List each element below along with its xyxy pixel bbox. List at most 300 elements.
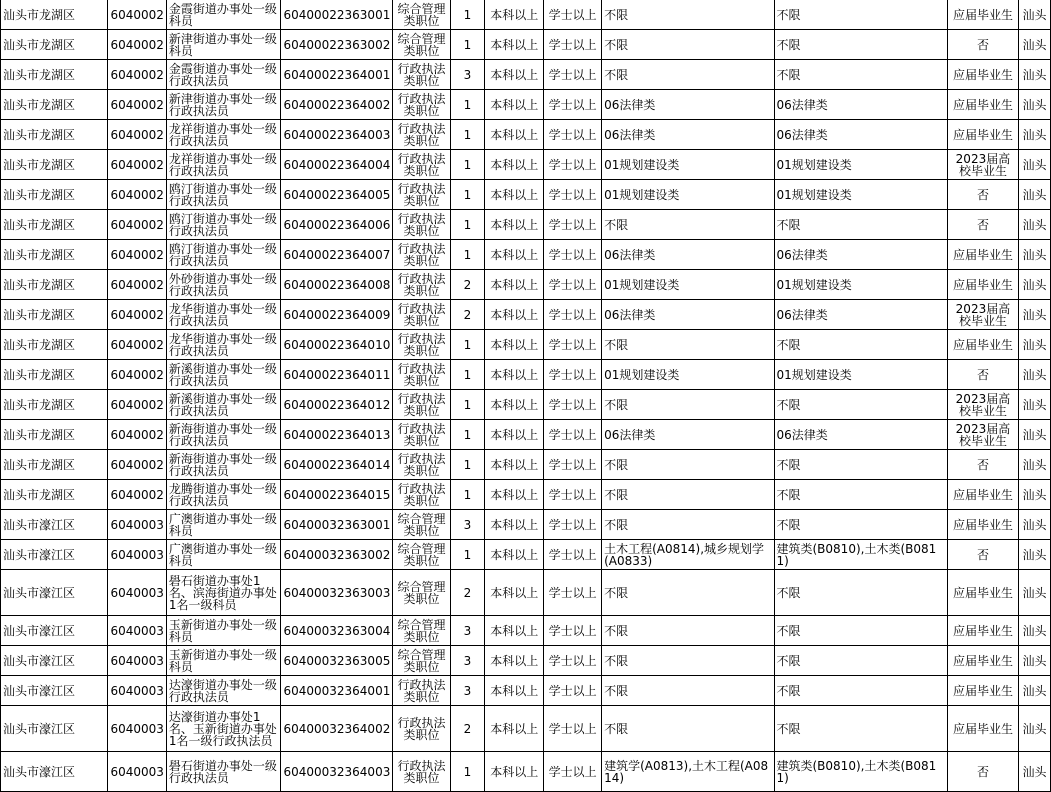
position-type-cell: 行政执法类职位 bbox=[393, 360, 450, 390]
table-row bbox=[1, 0, 1051, 30]
location-cell: 汕头 bbox=[1018, 90, 1050, 120]
undergrad-major-cell: 不限 bbox=[774, 616, 947, 646]
position-name-cell: 外砂街道办事处一级行政执法员 bbox=[166, 270, 281, 300]
undergrad-major-cell: 不限 bbox=[774, 570, 947, 616]
location-cell: 汕头 bbox=[1018, 30, 1050, 60]
postgrad-major-cell: 01规划建设类 bbox=[602, 360, 774, 390]
table-row bbox=[1, 330, 1051, 360]
position-code-cell: 60400032364003 bbox=[281, 752, 393, 792]
unit-code-cell: 6040002 bbox=[108, 300, 166, 330]
location-cell: 汕头 bbox=[1018, 120, 1050, 150]
area-cell: 汕头市龙湖区 bbox=[1, 420, 108, 450]
headcount-cell: 3 bbox=[450, 510, 485, 540]
undergrad-major-cell: 不限 bbox=[774, 676, 947, 706]
position-code-cell: 60400022364003 bbox=[281, 120, 393, 150]
area-cell: 汕头市龙湖区 bbox=[1, 360, 108, 390]
postgrad-major-cell: 土木工程(A0814),城乡规划学(A0833) bbox=[602, 540, 774, 570]
table-row bbox=[1, 676, 1051, 706]
table-row bbox=[1, 510, 1051, 540]
postgrad-major-cell: 01规划建设类 bbox=[602, 180, 774, 210]
position-type-cell: 行政执法类职位 bbox=[393, 240, 450, 270]
degree-cell: 学士以上 bbox=[544, 480, 602, 510]
position-code-cell: 60400022364008 bbox=[281, 270, 393, 300]
position-type-cell: 综合管理类职位 bbox=[393, 510, 450, 540]
location-cell: 汕头 bbox=[1018, 570, 1050, 616]
position-name-cell: 达濠街道办事处一级行政执法员 bbox=[166, 676, 281, 706]
postgrad-major-cell: 不限 bbox=[602, 616, 774, 646]
degree-cell: 学士以上 bbox=[544, 450, 602, 480]
position-code-cell: 60400032364002 bbox=[281, 706, 393, 752]
undergrad-major-cell: 06法律类 bbox=[774, 120, 947, 150]
location-cell: 汕头 bbox=[1018, 420, 1050, 450]
table-row bbox=[1, 390, 1051, 420]
graduate-requirement-cell: 应届毕业生 bbox=[947, 90, 1018, 120]
area-cell: 汕头市龙湖区 bbox=[1, 60, 108, 90]
area-cell: 汕头市濠江区 bbox=[1, 646, 108, 676]
degree-cell: 学士以上 bbox=[544, 180, 602, 210]
education-cell: 本科以上 bbox=[485, 180, 544, 210]
education-cell: 本科以上 bbox=[485, 752, 544, 792]
position-code-cell: 60400022364007 bbox=[281, 240, 393, 270]
headcount-cell: 2 bbox=[450, 270, 485, 300]
postgrad-major-cell: 不限 bbox=[602, 646, 774, 676]
position-code-cell: 60400022364013 bbox=[281, 420, 393, 450]
position-name-cell: 新溪街道办事处一级行政执法员 bbox=[166, 390, 281, 420]
degree-cell: 学士以上 bbox=[544, 752, 602, 792]
postgrad-major-cell: 不限 bbox=[602, 60, 774, 90]
position-code-cell: 60400022364002 bbox=[281, 90, 393, 120]
position-name-cell: 新海街道办事处一级行政执法员 bbox=[166, 420, 281, 450]
undergrad-major-cell: 不限 bbox=[774, 330, 947, 360]
table-row bbox=[1, 646, 1051, 676]
graduate-requirement-cell: 应届毕业生 bbox=[947, 570, 1018, 616]
postgrad-major-cell: 不限 bbox=[602, 480, 774, 510]
postgrad-major-cell: 01规划建设类 bbox=[602, 150, 774, 180]
table-row bbox=[1, 616, 1051, 646]
position-type-cell: 综合管理类职位 bbox=[393, 646, 450, 676]
graduate-requirement-cell: 应届毕业生 bbox=[947, 0, 1018, 30]
table-row bbox=[1, 570, 1051, 616]
table-row bbox=[1, 270, 1051, 300]
headcount-cell: 1 bbox=[450, 360, 485, 390]
area-cell: 汕头市濠江区 bbox=[1, 540, 108, 570]
education-cell: 本科以上 bbox=[485, 30, 544, 60]
undergrad-major-cell: 建筑类(B0810),土木类(B0811) bbox=[774, 540, 947, 570]
location-cell: 汕头 bbox=[1018, 706, 1050, 752]
postgrad-major-cell: 不限 bbox=[602, 510, 774, 540]
undergrad-major-cell: 不限 bbox=[774, 510, 947, 540]
undergrad-major-cell: 不限 bbox=[774, 646, 947, 676]
degree-cell: 学士以上 bbox=[544, 570, 602, 616]
table-row bbox=[1, 706, 1051, 752]
degree-cell: 学士以上 bbox=[544, 300, 602, 330]
position-name-cell: 金霞街道办事处一级科员 bbox=[166, 0, 281, 30]
undergrad-major-cell: 06法律类 bbox=[774, 240, 947, 270]
undergrad-major-cell: 01规划建设类 bbox=[774, 150, 947, 180]
area-cell: 汕头市濠江区 bbox=[1, 616, 108, 646]
table-row bbox=[1, 480, 1051, 510]
graduate-requirement-cell: 应届毕业生 bbox=[947, 616, 1018, 646]
location-cell: 汕头 bbox=[1018, 390, 1050, 420]
education-cell: 本科以上 bbox=[485, 300, 544, 330]
undergrad-major-cell: 建筑类(B0810),土木类(B0811) bbox=[774, 752, 947, 792]
degree-cell: 学士以上 bbox=[544, 90, 602, 120]
undergrad-major-cell: 不限 bbox=[774, 450, 947, 480]
unit-code-cell: 6040003 bbox=[108, 676, 166, 706]
undergrad-major-cell: 不限 bbox=[774, 706, 947, 752]
position-type-cell: 行政执法类职位 bbox=[393, 180, 450, 210]
position-code-cell: 60400022364001 bbox=[281, 60, 393, 90]
area-cell: 汕头市濠江区 bbox=[1, 570, 108, 616]
postgrad-major-cell: 06法律类 bbox=[602, 420, 774, 450]
headcount-cell: 3 bbox=[450, 646, 485, 676]
graduate-requirement-cell: 应届毕业生 bbox=[947, 510, 1018, 540]
location-cell: 汕头 bbox=[1018, 360, 1050, 390]
position-name-cell: 龙华街道办事处一级行政执法员 bbox=[166, 330, 281, 360]
headcount-cell: 2 bbox=[450, 706, 485, 752]
area-cell: 汕头市龙湖区 bbox=[1, 450, 108, 480]
degree-cell: 学士以上 bbox=[544, 360, 602, 390]
position-type-cell: 综合管理类职位 bbox=[393, 30, 450, 60]
unit-code-cell: 6040002 bbox=[108, 150, 166, 180]
location-cell: 汕头 bbox=[1018, 540, 1050, 570]
undergrad-major-cell: 06法律类 bbox=[774, 420, 947, 450]
graduate-requirement-cell: 否 bbox=[947, 180, 1018, 210]
graduate-requirement-cell: 2023届高校毕业生 bbox=[947, 300, 1018, 330]
area-cell: 汕头市龙湖区 bbox=[1, 90, 108, 120]
area-cell: 汕头市龙湖区 bbox=[1, 330, 108, 360]
table-row bbox=[1, 30, 1051, 60]
headcount-cell: 1 bbox=[450, 90, 485, 120]
degree-cell: 学士以上 bbox=[544, 60, 602, 90]
headcount-cell: 1 bbox=[450, 120, 485, 150]
headcount-cell: 1 bbox=[450, 390, 485, 420]
unit-code-cell: 6040002 bbox=[108, 360, 166, 390]
postgrad-major-cell: 建筑学(A0813),土木工程(A0814) bbox=[602, 752, 774, 792]
position-type-cell: 行政执法类职位 bbox=[393, 120, 450, 150]
degree-cell: 学士以上 bbox=[544, 150, 602, 180]
location-cell: 汕头 bbox=[1018, 330, 1050, 360]
headcount-cell: 3 bbox=[450, 616, 485, 646]
area-cell: 汕头市龙湖区 bbox=[1, 120, 108, 150]
undergrad-major-cell: 不限 bbox=[774, 30, 947, 60]
undergrad-major-cell: 不限 bbox=[774, 60, 947, 90]
position-code-cell: 60400032363003 bbox=[281, 570, 393, 616]
position-name-cell: 玉新街道办事处一级科员 bbox=[166, 646, 281, 676]
table-row bbox=[1, 180, 1051, 210]
headcount-cell: 2 bbox=[450, 570, 485, 616]
undergrad-major-cell: 不限 bbox=[774, 210, 947, 240]
graduate-requirement-cell: 应届毕业生 bbox=[947, 60, 1018, 90]
position-type-cell: 综合管理类职位 bbox=[393, 540, 450, 570]
position-name-cell: 礐石街道办事处1名、滨海街道办事处1名一级科员 bbox=[166, 570, 281, 616]
position-type-cell: 综合管理类职位 bbox=[393, 0, 450, 30]
position-code-cell: 60400022364014 bbox=[281, 450, 393, 480]
unit-code-cell: 6040002 bbox=[108, 330, 166, 360]
education-cell: 本科以上 bbox=[485, 240, 544, 270]
education-cell: 本科以上 bbox=[485, 616, 544, 646]
table-row bbox=[1, 540, 1051, 570]
position-type-cell: 行政执法类职位 bbox=[393, 300, 450, 330]
unit-code-cell: 6040002 bbox=[108, 420, 166, 450]
position-type-cell: 行政执法类职位 bbox=[393, 450, 450, 480]
position-type-cell: 综合管理类职位 bbox=[393, 570, 450, 616]
graduate-requirement-cell: 否 bbox=[947, 210, 1018, 240]
area-cell: 汕头市濠江区 bbox=[1, 676, 108, 706]
position-name-cell: 鸥汀街道办事处一级行政执法员 bbox=[166, 240, 281, 270]
graduate-requirement-cell: 否 bbox=[947, 450, 1018, 480]
position-code-cell: 60400022363001 bbox=[281, 0, 393, 30]
position-code-cell: 60400022364009 bbox=[281, 300, 393, 330]
headcount-cell: 1 bbox=[450, 540, 485, 570]
position-code-cell: 60400022364011 bbox=[281, 360, 393, 390]
graduate-requirement-cell: 应届毕业生 bbox=[947, 120, 1018, 150]
undergrad-major-cell: 不限 bbox=[774, 0, 947, 30]
table-row bbox=[1, 210, 1051, 240]
graduate-requirement-cell: 应届毕业生 bbox=[947, 706, 1018, 752]
unit-code-cell: 6040002 bbox=[108, 180, 166, 210]
area-cell: 汕头市龙湖区 bbox=[1, 480, 108, 510]
position-type-cell: 行政执法类职位 bbox=[393, 90, 450, 120]
unit-code-cell: 6040003 bbox=[108, 616, 166, 646]
position-type-cell: 行政执法类职位 bbox=[393, 60, 450, 90]
degree-cell: 学士以上 bbox=[544, 706, 602, 752]
table-row bbox=[1, 90, 1051, 120]
location-cell: 汕头 bbox=[1018, 270, 1050, 300]
degree-cell: 学士以上 bbox=[544, 616, 602, 646]
degree-cell: 学士以上 bbox=[544, 390, 602, 420]
headcount-cell: 1 bbox=[450, 480, 485, 510]
position-code-cell: 60400022363002 bbox=[281, 30, 393, 60]
position-name-cell: 金霞街道办事处一级行政执法员 bbox=[166, 60, 281, 90]
degree-cell: 学士以上 bbox=[544, 240, 602, 270]
position-name-cell: 达濠街道办事处1名、玉新街道办事处1名一级行政执法员 bbox=[166, 706, 281, 752]
position-name-cell: 新津街道办事处一级科员 bbox=[166, 30, 281, 60]
education-cell: 本科以上 bbox=[485, 60, 544, 90]
location-cell: 汕头 bbox=[1018, 240, 1050, 270]
degree-cell: 学士以上 bbox=[544, 510, 602, 540]
position-type-cell: 综合管理类职位 bbox=[393, 616, 450, 646]
position-code-cell: 60400032364001 bbox=[281, 676, 393, 706]
position-name-cell: 礐石街道办事处一级行政执法员 bbox=[166, 752, 281, 792]
degree-cell: 学士以上 bbox=[544, 540, 602, 570]
headcount-cell: 1 bbox=[450, 450, 485, 480]
education-cell: 本科以上 bbox=[485, 646, 544, 676]
position-type-cell: 行政执法类职位 bbox=[393, 752, 450, 792]
area-cell: 汕头市濠江区 bbox=[1, 510, 108, 540]
headcount-cell: 1 bbox=[450, 180, 485, 210]
position-code-cell: 60400032363001 bbox=[281, 510, 393, 540]
area-cell: 汕头市龙湖区 bbox=[1, 210, 108, 240]
headcount-cell: 1 bbox=[450, 150, 485, 180]
location-cell: 汕头 bbox=[1018, 480, 1050, 510]
area-cell: 汕头市龙湖区 bbox=[1, 180, 108, 210]
unit-code-cell: 6040002 bbox=[108, 90, 166, 120]
location-cell: 汕头 bbox=[1018, 180, 1050, 210]
position-name-cell: 龙腾街道办事处一级行政执法员 bbox=[166, 480, 281, 510]
undergrad-major-cell: 06法律类 bbox=[774, 300, 947, 330]
unit-code-cell: 6040002 bbox=[108, 60, 166, 90]
undergrad-major-cell: 不限 bbox=[774, 390, 947, 420]
headcount-cell: 1 bbox=[450, 30, 485, 60]
location-cell: 汕头 bbox=[1018, 60, 1050, 90]
position-code-cell: 60400022364006 bbox=[281, 210, 393, 240]
location-cell: 汕头 bbox=[1018, 150, 1050, 180]
undergrad-major-cell: 01规划建设类 bbox=[774, 360, 947, 390]
headcount-cell: 3 bbox=[450, 676, 485, 706]
table-row bbox=[1, 300, 1051, 330]
position-code-cell: 60400032363005 bbox=[281, 646, 393, 676]
education-cell: 本科以上 bbox=[485, 0, 544, 30]
position-code-cell: 60400022364004 bbox=[281, 150, 393, 180]
area-cell: 汕头市濠江区 bbox=[1, 752, 108, 792]
degree-cell: 学士以上 bbox=[544, 270, 602, 300]
location-cell: 汕头 bbox=[1018, 616, 1050, 646]
position-code-cell: 60400032363002 bbox=[281, 540, 393, 570]
headcount-cell: 1 bbox=[450, 420, 485, 450]
position-type-cell: 行政执法类职位 bbox=[393, 270, 450, 300]
graduate-requirement-cell: 否 bbox=[947, 540, 1018, 570]
position-code-cell: 60400032363004 bbox=[281, 616, 393, 646]
graduate-requirement-cell: 2023届高校毕业生 bbox=[947, 390, 1018, 420]
position-name-cell: 鸥汀街道办事处一级行政执法员 bbox=[166, 180, 281, 210]
position-type-cell: 行政执法类职位 bbox=[393, 390, 450, 420]
postgrad-major-cell: 不限 bbox=[602, 570, 774, 616]
position-name-cell: 广澳街道办事处一级科员 bbox=[166, 540, 281, 570]
postgrad-major-cell: 01规划建设类 bbox=[602, 270, 774, 300]
graduate-requirement-cell: 否 bbox=[947, 30, 1018, 60]
position-type-cell: 行政执法类职位 bbox=[393, 676, 450, 706]
unit-code-cell: 6040003 bbox=[108, 570, 166, 616]
graduate-requirement-cell: 否 bbox=[947, 752, 1018, 792]
unit-code-cell: 6040002 bbox=[108, 240, 166, 270]
table-row bbox=[1, 420, 1051, 450]
education-cell: 本科以上 bbox=[485, 330, 544, 360]
education-cell: 本科以上 bbox=[485, 676, 544, 706]
unit-code-cell: 6040003 bbox=[108, 646, 166, 676]
position-name-cell: 龙祥街道办事处一级行政执法员 bbox=[166, 120, 281, 150]
headcount-cell: 1 bbox=[450, 210, 485, 240]
postgrad-major-cell: 不限 bbox=[602, 450, 774, 480]
postgrad-major-cell: 06法律类 bbox=[602, 300, 774, 330]
position-name-cell: 新海街道办事处一级行政执法员 bbox=[166, 450, 281, 480]
education-cell: 本科以上 bbox=[485, 570, 544, 616]
area-cell: 汕头市龙湖区 bbox=[1, 300, 108, 330]
position-name-cell: 新溪街道办事处一级行政执法员 bbox=[166, 360, 281, 390]
degree-cell: 学士以上 bbox=[544, 330, 602, 360]
education-cell: 本科以上 bbox=[485, 450, 544, 480]
unit-code-cell: 6040003 bbox=[108, 752, 166, 792]
education-cell: 本科以上 bbox=[485, 480, 544, 510]
location-cell: 汕头 bbox=[1018, 752, 1050, 792]
degree-cell: 学士以上 bbox=[544, 0, 602, 30]
position-type-cell: 行政执法类职位 bbox=[393, 480, 450, 510]
headcount-cell: 1 bbox=[450, 752, 485, 792]
undergrad-major-cell: 01规划建设类 bbox=[774, 270, 947, 300]
graduate-requirement-cell: 应届毕业生 bbox=[947, 240, 1018, 270]
graduate-requirement-cell: 2023届高校毕业生 bbox=[947, 150, 1018, 180]
unit-code-cell: 6040002 bbox=[108, 270, 166, 300]
position-name-cell: 玉新街道办事处一级科员 bbox=[166, 616, 281, 646]
position-code-cell: 60400022364015 bbox=[281, 480, 393, 510]
unit-code-cell: 6040002 bbox=[108, 390, 166, 420]
area-cell: 汕头市龙湖区 bbox=[1, 390, 108, 420]
table-row bbox=[1, 60, 1051, 90]
position-name-cell: 鸥汀街道办事处一级行政执法员 bbox=[166, 210, 281, 240]
unit-code-cell: 6040003 bbox=[108, 510, 166, 540]
degree-cell: 学士以上 bbox=[544, 646, 602, 676]
postgrad-major-cell: 不限 bbox=[602, 0, 774, 30]
education-cell: 本科以上 bbox=[485, 390, 544, 420]
table-row bbox=[1, 240, 1051, 270]
postgrad-major-cell: 不限 bbox=[602, 706, 774, 752]
position-type-cell: 行政执法类职位 bbox=[393, 706, 450, 752]
graduate-requirement-cell: 应届毕业生 bbox=[947, 330, 1018, 360]
table-row bbox=[1, 120, 1051, 150]
location-cell: 汕头 bbox=[1018, 210, 1050, 240]
headcount-cell: 2 bbox=[450, 300, 485, 330]
graduate-requirement-cell: 2023届高校毕业生 bbox=[947, 420, 1018, 450]
area-cell: 汕头市龙湖区 bbox=[1, 30, 108, 60]
position-name-cell: 龙华街道办事处一级行政执法员 bbox=[166, 300, 281, 330]
degree-cell: 学士以上 bbox=[544, 30, 602, 60]
education-cell: 本科以上 bbox=[485, 420, 544, 450]
unit-code-cell: 6040002 bbox=[108, 210, 166, 240]
postgrad-major-cell: 不限 bbox=[602, 330, 774, 360]
education-cell: 本科以上 bbox=[485, 360, 544, 390]
table-row bbox=[1, 150, 1051, 180]
location-cell: 汕头 bbox=[1018, 300, 1050, 330]
education-cell: 本科以上 bbox=[485, 90, 544, 120]
undergrad-major-cell: 01规划建设类 bbox=[774, 180, 947, 210]
graduate-requirement-cell: 应届毕业生 bbox=[947, 676, 1018, 706]
education-cell: 本科以上 bbox=[485, 510, 544, 540]
location-cell: 汕头 bbox=[1018, 450, 1050, 480]
degree-cell: 学士以上 bbox=[544, 120, 602, 150]
position-code-cell: 60400022364010 bbox=[281, 330, 393, 360]
unit-code-cell: 6040002 bbox=[108, 120, 166, 150]
table-row bbox=[1, 450, 1051, 480]
headcount-cell: 3 bbox=[450, 60, 485, 90]
area-cell: 汕头市龙湖区 bbox=[1, 240, 108, 270]
unit-code-cell: 6040002 bbox=[108, 30, 166, 60]
degree-cell: 学士以上 bbox=[544, 210, 602, 240]
graduate-requirement-cell: 应届毕业生 bbox=[947, 646, 1018, 676]
area-cell: 汕头市龙湖区 bbox=[1, 270, 108, 300]
education-cell: 本科以上 bbox=[485, 150, 544, 180]
unit-code-cell: 6040002 bbox=[108, 480, 166, 510]
education-cell: 本科以上 bbox=[485, 210, 544, 240]
headcount-cell: 1 bbox=[450, 0, 485, 30]
undergrad-major-cell: 不限 bbox=[774, 480, 947, 510]
undergrad-major-cell: 06法律类 bbox=[774, 90, 947, 120]
postgrad-major-cell: 06法律类 bbox=[602, 240, 774, 270]
position-code-cell: 60400022364005 bbox=[281, 180, 393, 210]
position-name-cell: 广澳街道办事处一级科员 bbox=[166, 510, 281, 540]
location-cell: 汕头 bbox=[1018, 676, 1050, 706]
degree-cell: 学士以上 bbox=[544, 420, 602, 450]
unit-code-cell: 6040002 bbox=[108, 0, 166, 30]
graduate-requirement-cell: 否 bbox=[947, 360, 1018, 390]
unit-code-cell: 6040003 bbox=[108, 706, 166, 752]
degree-cell: 学士以上 bbox=[544, 676, 602, 706]
position-type-cell: 行政执法类职位 bbox=[393, 420, 450, 450]
position-type-cell: 行政执法类职位 bbox=[393, 150, 450, 180]
postgrad-major-cell: 不限 bbox=[602, 390, 774, 420]
unit-code-cell: 6040003 bbox=[108, 540, 166, 570]
education-cell: 本科以上 bbox=[485, 120, 544, 150]
table-row bbox=[1, 360, 1051, 390]
